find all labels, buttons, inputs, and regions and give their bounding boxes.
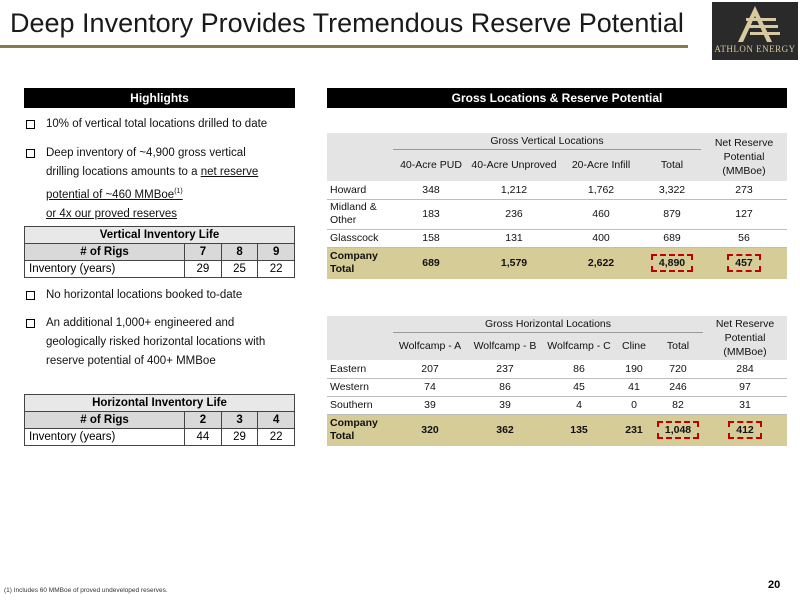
title-divider [0, 45, 688, 48]
logo-brand-text: ATHLON ENERGY [714, 44, 796, 54]
gross-vertical-locations-table: Gross Vertical Locations Net Reserve Potential (MMBoe) 40-Acre PUD 40-Acre Unproved 20-Acre Infill Total Howard 348 1,212 1,762 3,322 273 Midland & Other 183 236 460 879 127 Glasscock 158 131 400 689 56 Company Total 689 1,579 2,622 4,890 457 [327, 133, 787, 279]
checkbox-bullet-icon [26, 291, 35, 300]
highlight-box: 457 [727, 254, 761, 272]
gross-horizontal-locations-table: Gross Horizontal Locations Net Reserve Potential (MMBoe) Wolfcamp - A Wolfcamp - B Wolfcamp - C Cline Total Eastern 207 237 86 190 720 284 Western 74 86 45 41 246 97 Southern 39 39 4 0 82 31 Company Total 320 362 135 231 1,048 412 [327, 316, 787, 446]
horizontal-group-header: Gross Horizontal Locations [393, 316, 703, 332]
horizontal-net-reserve-header: Net Reserve Potential (MMBoe) [715, 318, 775, 358]
vertical-group-header: Gross Vertical Locations [393, 133, 701, 149]
horizontal-life-title: Horizontal Inventory Life [25, 395, 295, 412]
bullet-additional-horizontal: An additional 1,000+ engineered and geologically risked horizontal locations with reserve potential of 400+ MMBoe [46, 314, 265, 371]
athlon-logo [712, 2, 798, 60]
bullet-vertical-drilled: 10% of vertical total locations drilled to date [46, 115, 267, 134]
bullet-no-horizontal: No horizontal locations booked to-date [46, 286, 242, 305]
checkbox-bullet-icon [26, 149, 35, 158]
highlights-header: Highlights [24, 88, 295, 108]
table-row: Howard 348 1,212 1,762 3,322 273 [327, 181, 787, 199]
horizontal-inventory-life-table: Horizontal Inventory Life # of Rigs 2 3 4 Inventory (years) 44 29 22 [24, 394, 295, 446]
total-row: Company Total 320 362 135 231 1,048 412 [327, 414, 787, 446]
highlight-box: 4,890 [651, 254, 693, 272]
bullet-deep-inventory: Deep inventory of ~4,900 gross vertical drilling locations amounts to a net reserve potential of ~460 MMBoe$^{(1)}$ or 4x our proved reserves [46, 144, 258, 224]
highlight-box: 412 [728, 421, 762, 439]
table-row: Glasscock 158 131 400 689 56 [327, 229, 787, 247]
highlight-box: 1,048 [657, 421, 699, 439]
table-row: Midland & Other 183 236 460 879 127 [327, 199, 787, 229]
gross-locations-header: Gross Locations & Reserve Potential [327, 88, 787, 108]
table-row: Southern 39 39 4 0 82 31 [327, 396, 787, 414]
vertical-inventory-life-table: Vertical Inventory Life # of Rigs 7 8 9 Inventory (years) 29 25 22 [24, 226, 295, 278]
page-title: Deep Inventory Provides Tremendous Reserve Potential [10, 8, 684, 38]
vertical-life-title: Vertical Inventory Life [25, 227, 295, 244]
checkbox-bullet-icon [26, 120, 35, 129]
table-row: Western 74 86 45 41 246 97 [327, 378, 787, 396]
page-number: 20 [768, 579, 781, 591]
table-row: Eastern 207 237 86 190 720 284 [327, 360, 787, 378]
checkbox-bullet-icon [26, 319, 35, 328]
vertical-net-reserve-header: Net Reserve Potential (MMBoe) [714, 137, 774, 177]
total-row: Company Total 689 1,579 2,622 4,890 457 [327, 247, 787, 279]
footnote: (1) Includes 60 MMBoe of proved undeveloped reserves. [4, 587, 168, 594]
